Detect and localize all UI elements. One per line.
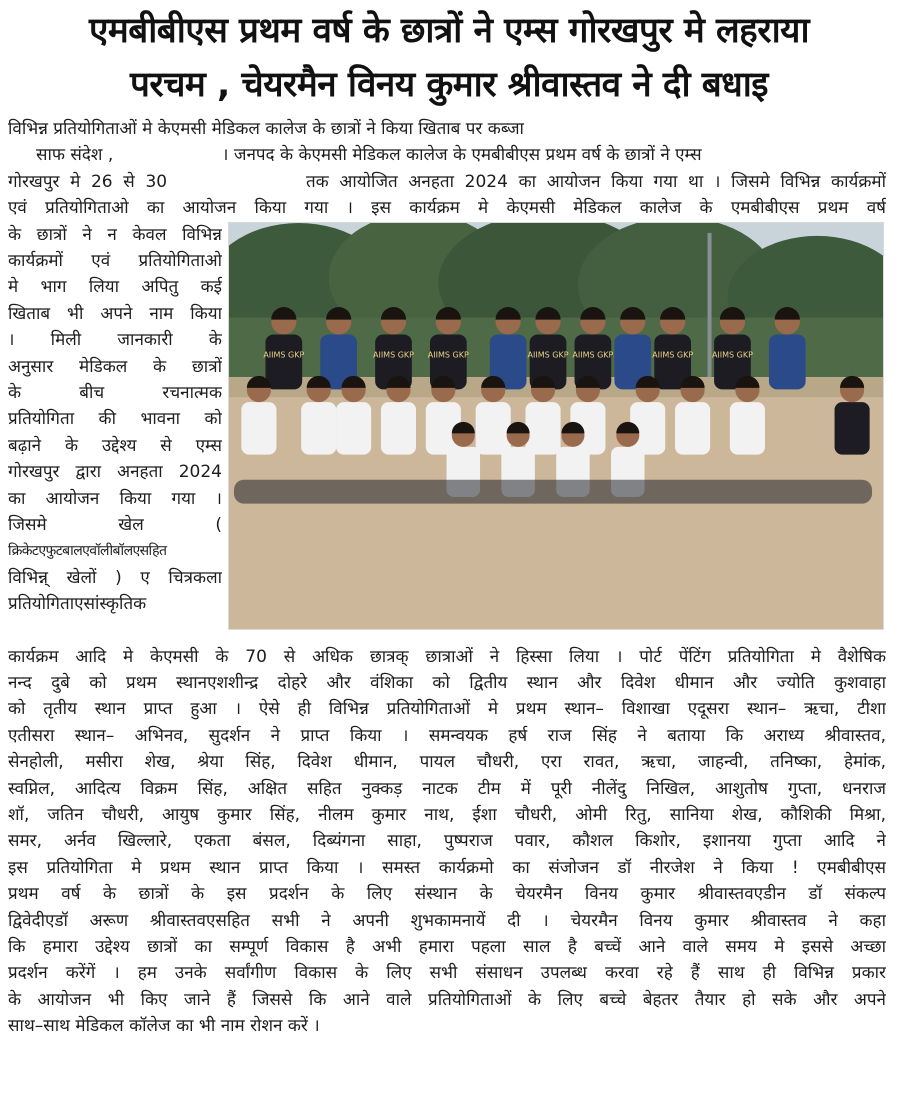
body-line: को तृतीय स्थान प्राप्त हुआ । ऐसे ही विभिन्न प्रतियोगिताओं मे प्रथम स्थान– विशाखा एदूसरा स्थान– ऋचा, टीशा [8, 699, 886, 720]
body-last-line: साथ–साथ मेडिकल कॉलेज का भी नाम रोशन करें । [8, 1016, 320, 1037]
team-photo [228, 222, 884, 630]
team-photo-illustration [229, 223, 883, 629]
dateline-text: । जनपद के केएमसी मेडिकल कालेज के एमबीबीएस प्रथम वर्ष के छात्रों ने एम्स [222, 145, 702, 166]
side-line: गोरखपुर द्वारा अनहता 2024 [8, 462, 222, 483]
shirt-label: AIIMS GKP [427, 349, 469, 359]
subheadline: विभिन्न प्रतियोगिताओं मे केएमसी मेडिकल कालेज के छात्रों ने किया खिताब पर कब्जा [8, 119, 524, 139]
headline-line-1: एमबीबीएस प्रथम वर्ष के छात्रों ने एम्स गोरखपुर मे लहराया [88, 11, 810, 51]
intro-line: गोरखपुर मे 26 से 30 तक आयोजित अनहता 2024 का आयोजन किया गया था । जिसमे विभिन्न कार्यक्रमों [8, 171, 886, 192]
side-column [8, 222, 222, 618]
body-line: समर, अर्नव खिल्लारे, एकता बंसल, दिब्यंगना साहा, पुष्पराज पवार, कौशल किशोर, इशानया गुप्ता आदि ने [8, 831, 886, 852]
side-line: जिसमे खेल ( [8, 514, 222, 535]
side-line: बढ़ाने के उद्देश्य से एम्स [8, 435, 222, 456]
shirt-label: AIIMS GKP [372, 349, 415, 359]
headline-line-2: परचम , चेयरमैन विनय कुमार श्रीवास्तव ने दी बधाइ [130, 65, 768, 105]
body-line: प्रदर्शन करेंगें । हम उनके सर्वांगीण विकास के लिए सभी संसाधन उपलब्ध करवा रहे हैं साथ ही विभिन्न प्रकार [8, 963, 886, 984]
body-line: कि हमारा उद्देश्य छात्रों का सम्पूर्ण विकास है अभी हमारा पहला साल है बच्चें आने वाले समय मे इससे अच्छा [8, 936, 886, 957]
shirt-label: AIIMS GKP [652, 349, 694, 359]
side-line: । मिली जानकारी के [8, 330, 222, 351]
intro-line: एवं प्रतियोगिताओ का आयोजन किया गया । इस कार्यक्रम मे केएमसी मेडिकल कालेज के एमबीबीएस प्रथम वर्ष [8, 198, 886, 219]
side-line: विभिन्न् खेलों ) ए चित्रकला [8, 567, 222, 588]
side-line: के बीच रचनात्मक [8, 382, 222, 403]
body-line: नन्द दुबे को प्रथम स्थानएशशीन्द्र दोहरे और वंशिका को द्वितीय स्थान और दिवेश धीमान और ज्योति कुशवाहा [8, 672, 886, 693]
side-line: का आयोजन किया गया । [8, 488, 222, 509]
body-line: सेनहोली, मसीरा शेख, श्रेया सिंह, दिवेश धीमान, पायल चौधरी, एरा रावत, ऋचा, जाहन्वी, तनिष्का, हेमांक, [8, 752, 886, 773]
shirt-label: AIIMS GKP [527, 349, 569, 359]
body-line: शॉ, जतिन चौधरी, आयुष कुमार सिंह, नीलम कुमार नाथ, ईशा चौधरी, ओमी रितु, सानिया शेख, कौशिकी मिश्रा, [8, 804, 886, 825]
body-line: स्वप्निल, आदित्य विक्रम सिंह, अक्षित सहित नुक्कड़ नाटक टीम में पूरी नीलेंदु निखिल, आशुतोष गुप्ता, धनराज [8, 778, 886, 799]
dateline-place: साफ संदेश , [36, 145, 114, 166]
body-line: इस प्रतियोगिता मे प्रथम स्थान प्राप्त किया । समस्त कार्यक्रमो का संजोजन डॉ नीरजेश ने किया ! एमबीबीएस [8, 857, 886, 878]
side-line: के छात्रों ने न केवल विभिन्न [8, 224, 222, 245]
body-line: कार्यक्रम आदि मे केएमसी के 70 से अधिक छात्रक् छात्राओं ने हिस्सा लिया । पोर्ट पेंटिंग प्रतियोगिता मे वैशेषिक [8, 646, 886, 667]
shirt-label: AIIMS GKP [711, 349, 753, 359]
body-line: के आयोजन भी किए जाने हैं जिससे कि आने वाले प्रतियोगिताओं के लिए बच्चे बेहतर तैयार हो सके और अपने [8, 989, 886, 1010]
article-body [8, 116, 886, 1039]
body-line: द्विवेदीएडॉ अरूण श्रीवास्तवएसहित सभी ने अपनी शुभकामनायें दी । चेयरमैन विनय कुमार श्रीवास्तव ने कहा [8, 910, 886, 931]
side-line: प्रतियोगिताएसांस्कृतिक [8, 594, 147, 615]
shirt-label: AIIMS GKP [263, 349, 305, 359]
body-line: प्रथम वर्ष के छात्रों के इस प्रदर्शन के लिए संस्थान के चेयरमैन विनय कुमार श्रीवास्तवएडीन डॉ संकल्प [8, 884, 886, 905]
headline [0, 4, 898, 112]
side-line: प्रतियोगिता की भावना को [8, 409, 222, 430]
body-line: एतीसरा स्थान– अभिनव, सुदर्शन ने प्राप्त किया । समन्वयक हर्ष राज सिंह ने बताया कि अराध्य श्रीवास्तव, [8, 725, 886, 746]
side-line: अनुसार मेडिकल के छात्रों [8, 356, 222, 377]
photo-wrap-zone [8, 222, 886, 644]
shirt-label: AIIMS GKP [572, 349, 614, 359]
side-line: खिताब भी अपने नाम किया [8, 303, 222, 324]
side-line: कार्यक्रमों एवं प्रतियोगिताओ [8, 250, 222, 271]
dateline [8, 142, 886, 168]
side-line: क्रिकेटएफुटबालएवॉलीबॉलएसहित [8, 543, 167, 560]
side-line: मे भाग लिया अपितु कई [8, 277, 222, 298]
